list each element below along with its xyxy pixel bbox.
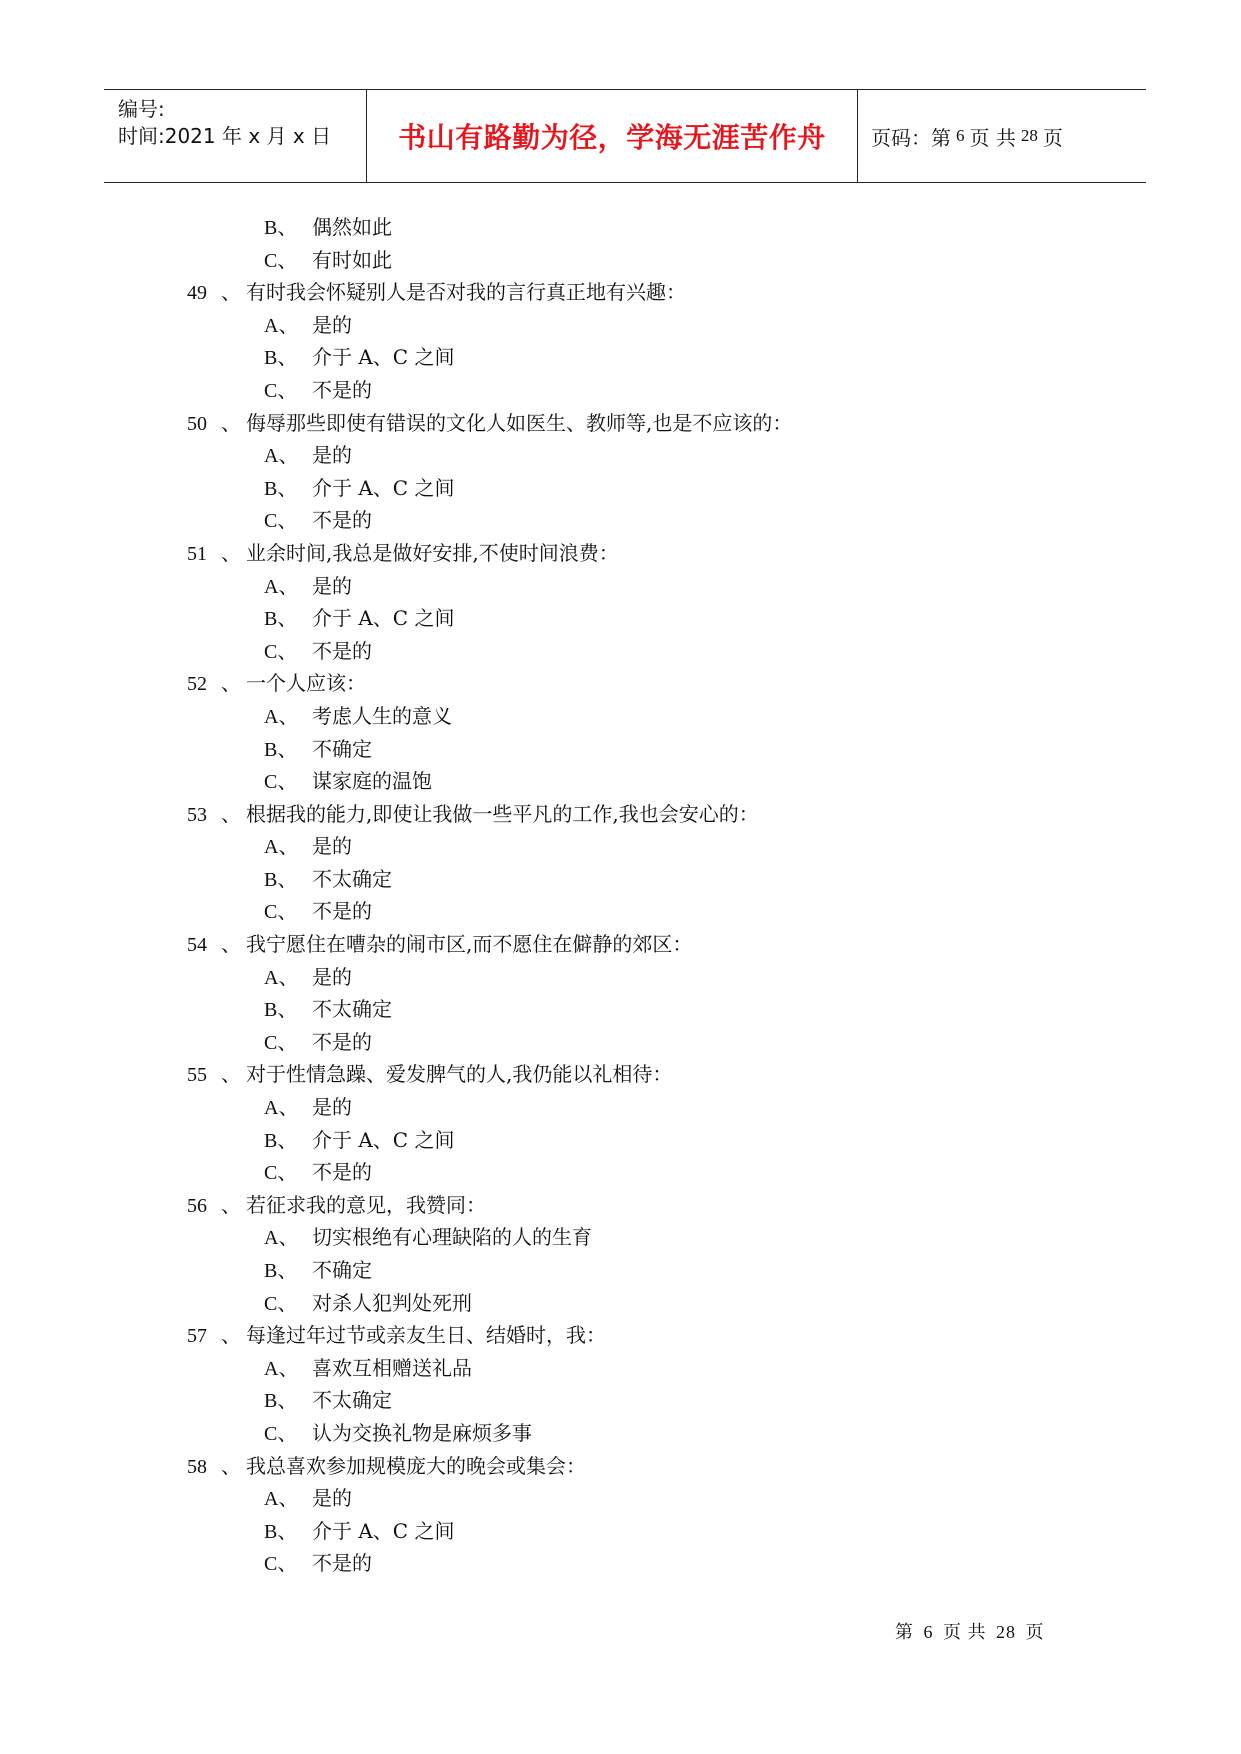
option-label: A、	[264, 575, 299, 598]
questionnaire-body	[0, 211, 1241, 1580]
option-line	[0, 472, 1241, 505]
question-line	[0, 1450, 1241, 1483]
option-line	[0, 341, 1241, 374]
question-text: 一个人应该：	[246, 671, 366, 696]
option-line	[0, 961, 1241, 994]
option-label: B、	[264, 1129, 298, 1152]
question-number: 52	[187, 673, 207, 696]
question-separator: 、	[221, 1062, 241, 1087]
option-label: B、	[264, 217, 298, 239]
question-line	[0, 537, 1241, 570]
option-text: 考虑人生的意义	[312, 703, 452, 728]
option-text: 有时如此	[312, 247, 392, 272]
question-text: 若征求我的意见，我赞同：	[246, 1192, 486, 1217]
option-line	[0, 244, 1241, 277]
option-line	[0, 504, 1241, 537]
question-number: 54	[187, 934, 207, 957]
question-number: 55	[187, 1064, 207, 1087]
question-line	[0, 407, 1241, 440]
option-text: 不太确定	[312, 1388, 392, 1413]
option-label: A、	[264, 314, 299, 337]
question-number: 58	[187, 1455, 207, 1478]
option-text: 介于 A、C 之间	[312, 475, 455, 500]
option-label: C、	[264, 1553, 298, 1576]
question-line	[0, 1319, 1241, 1352]
option-label: C、	[264, 1162, 298, 1185]
question-separator: 、	[221, 1323, 241, 1348]
page-middle: 页 共	[969, 125, 1016, 150]
option-text: 是的	[312, 1486, 352, 1511]
option-label: C、	[264, 1031, 298, 1054]
option-text: 是的	[312, 964, 352, 989]
option-label: A、	[264, 705, 299, 728]
option-line	[0, 374, 1241, 407]
option-text: 介于 A、C 之间	[312, 606, 455, 631]
option-line	[0, 895, 1241, 928]
question-separator: 、	[221, 671, 241, 696]
question-text: 每逢过年过节或亲友生日、结婚时，我：	[246, 1323, 606, 1348]
page-header	[104, 89, 1146, 183]
option-label: C、	[264, 640, 298, 663]
option-text: 是的	[312, 1095, 352, 1120]
question-text: 我总喜欢参加规模庞大的晚会或集会：	[246, 1453, 586, 1478]
header-meta	[104, 90, 367, 182]
page-current: 6	[956, 126, 965, 145]
question-text: 业余时间,我总是做好安排,不使时间浪费：	[246, 540, 619, 565]
question-number: 49	[187, 282, 207, 305]
option-line	[0, 733, 1241, 766]
option-text: 是的	[312, 443, 352, 468]
option-label: B、	[264, 1260, 298, 1282]
option-label: C、	[264, 771, 298, 794]
option-line	[0, 309, 1241, 342]
header-motto	[367, 90, 858, 182]
option-text: 谋家庭的温饱	[312, 769, 432, 794]
page-suffix: 页	[1042, 125, 1063, 150]
option-line	[0, 863, 1241, 896]
option-line	[0, 1384, 1241, 1417]
question-number: 56	[187, 1194, 207, 1217]
option-label: C、	[264, 1292, 298, 1315]
option-label: B、	[264, 1390, 298, 1413]
question-line	[0, 667, 1241, 700]
option-label: A、	[264, 1227, 299, 1250]
option-label: B、	[264, 477, 298, 500]
option-line	[0, 211, 1241, 244]
question-separator: 、	[221, 280, 241, 305]
option-line	[0, 1221, 1241, 1254]
option-text: 是的	[312, 834, 352, 859]
option-label: B、	[264, 999, 298, 1022]
option-label: B、	[264, 868, 298, 891]
question-line	[0, 276, 1241, 309]
option-line	[0, 1254, 1241, 1287]
option-line	[0, 1515, 1241, 1548]
option-line	[0, 700, 1241, 733]
question-number: 57	[187, 1325, 207, 1348]
question-text: 有时我会怀疑别人是否对我的言行真正地有兴趣：	[246, 280, 686, 305]
question-separator: 、	[221, 1453, 241, 1478]
option-line	[0, 830, 1241, 863]
option-text: 不是的	[312, 1160, 372, 1185]
option-text: 不确定	[312, 736, 372, 761]
option-line	[0, 1091, 1241, 1124]
option-line	[0, 1156, 1241, 1189]
option-label: B、	[264, 347, 298, 370]
question-number: 51	[187, 542, 207, 565]
question-separator: 、	[221, 801, 241, 826]
option-label: A、	[264, 1357, 299, 1380]
option-label: A、	[264, 966, 299, 989]
page-total: 28	[1020, 126, 1038, 145]
option-line	[0, 1287, 1241, 1320]
question-number: 50	[187, 412, 207, 435]
option-line	[0, 439, 1241, 472]
document-time-label: 时间:2021 年 x 月 x 日	[118, 124, 332, 148]
option-line	[0, 1124, 1241, 1157]
option-text: 不太确定	[312, 997, 392, 1022]
motto-text: 书山有路勤为径，学海无涯苦作舟	[398, 121, 826, 154]
option-text: 介于 A、C 之间	[312, 345, 455, 370]
footer-middle: 页 共	[943, 1622, 987, 1642]
option-text: 认为交换礼物是麻烦多事	[312, 1420, 532, 1445]
option-text: 不太确定	[312, 866, 392, 891]
option-text: 喜欢互相赠送礼品	[312, 1355, 472, 1380]
footer-suffix: 页	[1025, 1622, 1045, 1642]
document-number-label: 编号:	[118, 97, 165, 121]
question-separator: 、	[221, 540, 241, 565]
option-label: C、	[264, 901, 298, 924]
option-label: A、	[264, 445, 299, 468]
question-line	[0, 928, 1241, 961]
page-footer	[893, 1618, 1047, 1644]
option-text: 对杀人犯判处死刑	[312, 1290, 472, 1315]
footer-prefix: 第	[895, 1622, 914, 1642]
question-line	[0, 1058, 1241, 1091]
footer-total: 28	[996, 1622, 1016, 1642]
option-label: B、	[264, 738, 298, 761]
option-line	[0, 602, 1241, 635]
page-prefix: 页码：第	[871, 125, 951, 150]
option-line	[0, 1417, 1241, 1450]
question-text: 根据我的能力,即使让我做一些平凡的工作,我也会安心的：	[246, 801, 759, 826]
question-line	[0, 798, 1241, 831]
question-separator: 、	[221, 1192, 241, 1217]
question-text: 我宁愿住在嘈杂的闹市区,而不愿住在僻静的郊区：	[246, 932, 693, 957]
option-label: C、	[264, 379, 298, 402]
header-page-info	[858, 90, 1146, 182]
option-text: 是的	[312, 312, 352, 337]
option-text: 不是的	[312, 638, 372, 663]
option-label: C、	[264, 510, 298, 533]
option-label: A、	[264, 836, 299, 859]
option-line	[0, 1482, 1241, 1515]
option-text: 偶然如此	[312, 215, 392, 239]
question-text: 侮辱那些即使有错误的文化人如医生、教师等,也是不应该的：	[246, 410, 793, 435]
option-label: B、	[264, 1520, 298, 1543]
footer-current: 6	[923, 1622, 934, 1642]
option-line	[0, 1026, 1241, 1059]
option-text: 不是的	[312, 899, 372, 924]
question-separator: 、	[221, 932, 241, 957]
option-label: C、	[264, 1422, 298, 1445]
option-text: 不是的	[312, 377, 372, 402]
option-line	[0, 1352, 1241, 1385]
option-line	[0, 635, 1241, 668]
option-text: 介于 A、C 之间	[312, 1518, 455, 1543]
option-label: C、	[264, 249, 298, 272]
option-text: 不确定	[312, 1258, 372, 1282]
question-line	[0, 1189, 1241, 1222]
option-text: 不是的	[312, 508, 372, 533]
option-label: A、	[264, 1097, 299, 1120]
option-text: 不是的	[312, 1551, 372, 1576]
option-line	[0, 570, 1241, 603]
question-number: 53	[187, 803, 207, 826]
option-label: B、	[264, 608, 298, 631]
option-line	[0, 993, 1241, 1026]
option-text: 切实根绝有心理缺陷的人的生育	[312, 1225, 592, 1250]
option-line	[0, 1547, 1241, 1580]
option-text: 不是的	[312, 1029, 372, 1054]
option-text: 是的	[312, 573, 352, 598]
question-separator: 、	[221, 410, 241, 435]
option-label: A、	[264, 1488, 299, 1511]
question-text: 对于性情急躁、爱发脾气的人,我仍能以礼相待：	[246, 1062, 673, 1087]
option-text: 介于 A、C 之间	[312, 1127, 455, 1152]
option-line	[0, 765, 1241, 798]
